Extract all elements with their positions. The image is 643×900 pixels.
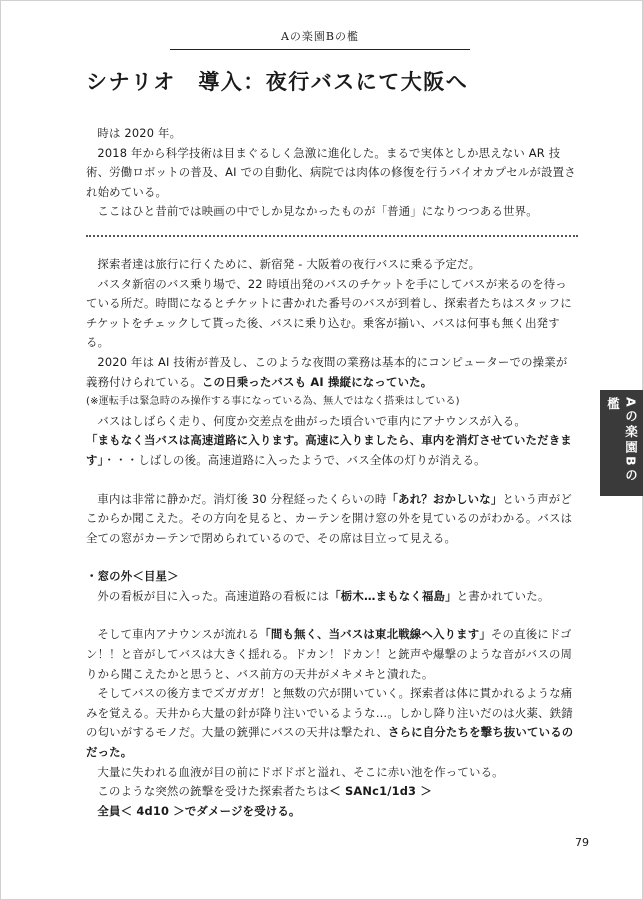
damage-roll-paragraph: 全員＜ 4d10 ＞でダメージを受ける。: [97, 803, 301, 818]
emphasis-text: さらに自分たちを撃ち抜いているのだった。: [86, 725, 574, 760]
intro-paragraph: 2018 年から科学技術は目まぐるしく急激に進化した。まるで実体としか思えない AR 技術、労働ロボットの普及、AI での自動化、病院では肉体の修復を行うバイオカプセルが設置され始めている。: [86, 145, 576, 199]
header-rule: [170, 49, 470, 50]
attack-paragraph: そしてバスの後方までズガガガ！と無数の穴が開いていく。探索者は体に貫かれるような痛みを覚える。天井から大量の針が降り注いでいるような…。しかし降り注いだのは火薬、鉄錆の匂いがするモノだ。大量の銃弾にバスの天井は撃たれ、さらに自分たちを撃ち抜いているのだった。: [86, 686, 574, 760]
emphasis-text: 「間も無く、当バスは東北戦線へ入ります」: [259, 627, 491, 642]
sanity-check-roll: ＜ SANc1/1d3 ＞: [329, 784, 432, 799]
silence-paragraph: 車内は非常に静かだ。消灯後 30 分程経ったくらいの時「あれ？おかしいな」という声がどこからか聞こえた。その方向を見ると、カーテンを開け窓の外を見ているのがわかる。バスは全ての窓がカーテンで閉められているので、その席は目立って見える。: [86, 491, 573, 545]
skill-check-heading: ・窓の外＜目星＞: [86, 569, 179, 584]
attack-paragraph: そして車内アナウンスが流れる「間も無く、当バスは東北戦線へ入ります」その直後にドゴン！！と音がしてバスは大きく揺れる。ドカン！ドカン！と銃声や爆撃のような音がバスの周りから聞こえたかと思うと、バス前方の天井がメキメキと潰れた。: [86, 627, 573, 681]
scene-paragraph: バスタ新宿のバス乗り場で、22 時頃出発のバスのチケットを手にしてバスが来るのを待っている所だ。時間になるとチケットに書かれた番号のバスが到着し、探索者たちはスタッフにチケットをチェックして貰った後、バスに乗り込む。乗客が揃い、バスは何事も無く出発する。: [86, 276, 572, 350]
side-tab-label: Aの楽園Bの檻: [605, 397, 639, 485]
intro-paragraph: ここはひと昔前では映画の中でしか見なかったものが「普通」になりつつある世界。: [97, 204, 538, 219]
scene-paragraph: バスはしばらく走り、何度か交差点を曲がった頃合いで車内にアナウンスが入る。: [97, 413, 526, 428]
sanity-check-paragraph: このような突然の銃撃を受けた探索者たちは＜ SANc1/1d3 ＞: [97, 784, 432, 799]
page-title: シナリオ 導入：夜行バスにて大阪へ: [86, 70, 469, 94]
scene-paragraph: 探索者達は旅行に行くために、新宿発 - 大阪着の夜行バスに乗る予定だ。: [97, 256, 481, 271]
emphasis-text: 「栃木…まもなく福島」: [329, 588, 457, 603]
chapter-side-tab: [600, 390, 643, 496]
attack-paragraph: 大量に失われる血液が目の前にドボドボと溢れ、そこに赤い池を作っている。: [97, 764, 504, 779]
page-number: 79: [575, 836, 589, 849]
running-header: Aの楽園Bの檻: [280, 30, 360, 43]
announcement-paragraph: 「まもなく当バスは高速道路に入ります。高速に入りましたら、車内を消灯させていただきます」・・・しばしの後。高速道路に入ったようで、バス全体の灯りが消える。: [86, 433, 572, 467]
footnote: (※運転手は緊急時のみ操作する事になっている為、無人ではなく搭乗はしている): [86, 396, 460, 408]
intro-paragraph: 時は 2020 年。: [97, 126, 182, 140]
paragraph-gap: [86, 548, 578, 567]
paragraph-gap: [86, 606, 578, 625]
window-paragraph: 外の看板が目に入った。高速道路の看板には「栃木…まもなく福島」と書かれていた。: [97, 588, 550, 603]
announcement-quote: 「まもなく当バスは高速道路に入ります。高速に入りましたら、車内を消灯させていただきます」: [86, 433, 572, 467]
dotted-divider: [86, 235, 578, 237]
emphasis-text: この日乗ったバスも AI 操縦になっていた。: [201, 374, 433, 389]
paragraph-gap: [86, 471, 578, 490]
scene-paragraph: 2020 年は AI 技術が普及し、このような夜間の業務は基本的にコンピューターでの操業が義務付けられている。この日乗ったバスも AI 操縦になっていた。: [86, 354, 568, 389]
emphasis-text: 「あれ？おかしいな」: [386, 491, 503, 506]
body-text: [86, 124, 578, 821]
